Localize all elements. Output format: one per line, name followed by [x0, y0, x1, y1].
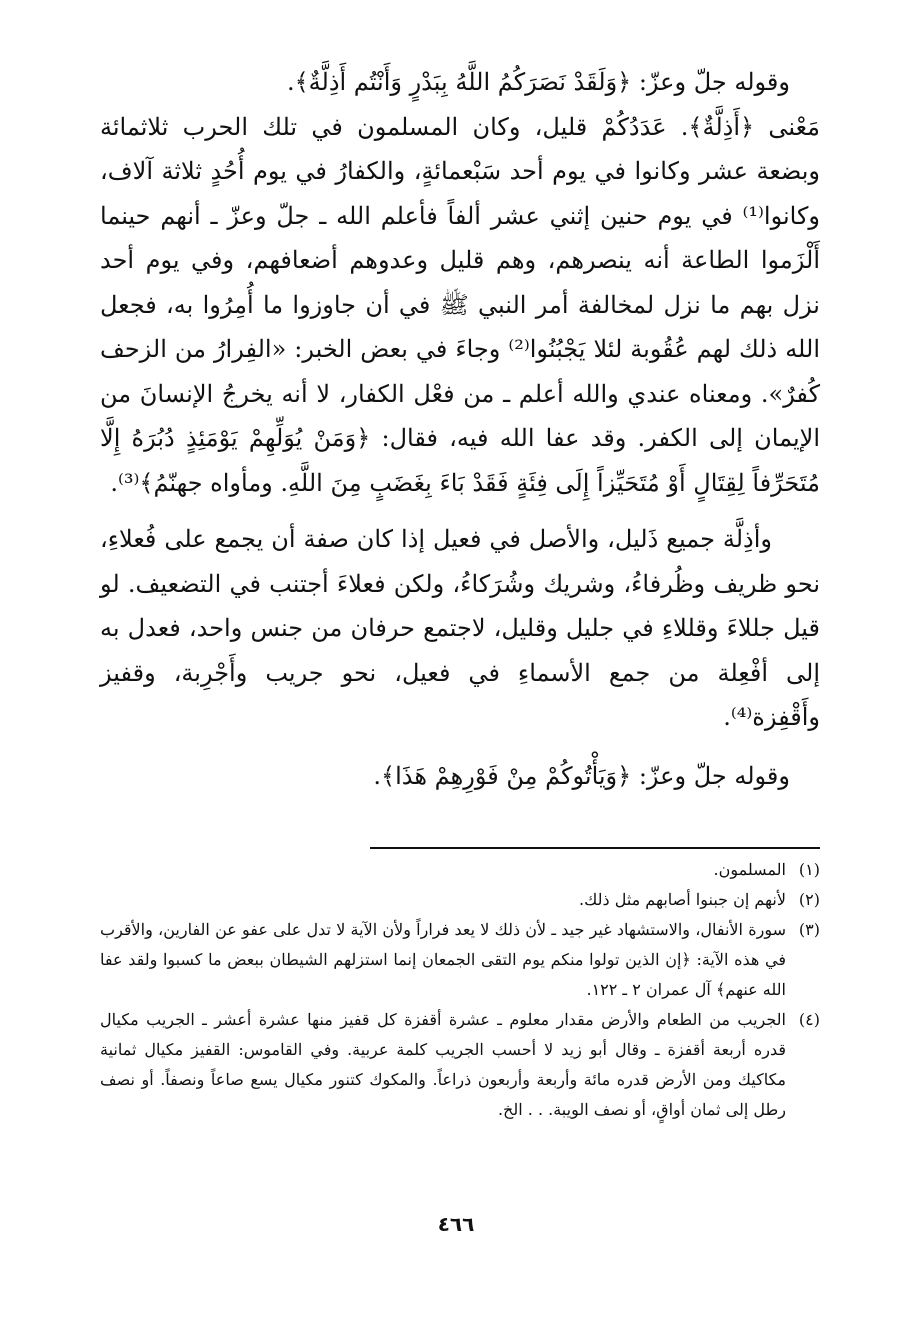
footnote-text: المسلمون.	[713, 860, 786, 879]
verse-paragraph-1: وقوله جلّ وعزّ: ﴿وَلَقَدْ نَصَرَكُمُ اللَّهُ بِبَدْرٍ وَأَنْتُم أَذِلَّةٌ﴾.	[286, 68, 790, 96]
footnote	[100, 915, 820, 1005]
main-text	[100, 60, 820, 798]
footnotes	[100, 855, 820, 1125]
footnote-number: (٤)	[798, 1010, 820, 1029]
footnote-text: سورة الأنفال، والاستشهاد غير جيد ـ لأن ذلك لا يعد فراراً ولأن الآية لا تدل على عفو عن الفارين، والأقرب في هذه الآية: ﴿إن الذين تولوا منكم يوم التقى الجمعان إنما استزلهم الشيطان ببعض ما كسبوا ولقد عفا الله عنهم﴾ آل عمران ٢ ـ ١٢٢.	[100, 920, 786, 999]
footnote-separator	[370, 847, 820, 849]
footnote-number: (٣)	[798, 920, 820, 939]
footnote-text: الجريب من الطعام والأرض مقدار معلوم ـ عشرة أقفزة كل قفيز منها عشرة أعشر ـ الجريب مكيال قدره أربعة أقفزة ـ وقال أبو زيد لا أحسب الجريب كلمة عربية. وفي القاموس: القفيز مكيال ثمانية مكاكيك ومن الأرض قدره مائة وأربعة وأربعون ذراعاً. والمكوك كتنور مكيال يسع صاعاً ونصفاً. أو نصف رطل إلى ثمان أواقٍ، أو نصف الويبة. . . الخ.	[100, 1010, 786, 1119]
commentary-paragraph-2: وأذِلَّة جميع ذَليل، والأصل في فعيل إذا كان صفة أن يجمع على فُعلاءِ، نحو ظريف وظُرفاءُ، وشريك وشُرَكاءُ، ولكن فعلاءَ أجتنب في التضعيف. لو قيل جللاءَ وقللاءِ في جليل وقليل، لاجتمع حرفان من جنس واحد، فعدل به إلى أفْعِلة من جمع الأسماءِ في فعيل، نحو جريب وأَجْرِبة، وقفيز وأَقْفِزة⁽⁴⁾.	[100, 525, 820, 731]
verse-paragraph-2: وقوله جلّ وعزّ: ﴿وَيَأْتُوكُمْ مِنْ فَوْرِهِمْ هَذَا﴾.	[373, 761, 790, 790]
footnote-text: لأنهم إن جبنوا أصابهم مثل ذلك.	[579, 890, 786, 909]
footnote	[100, 885, 820, 915]
footnote	[100, 855, 820, 885]
page-number: ٤٦٦	[437, 1212, 475, 1236]
footnote	[100, 1005, 820, 1125]
footnote-number: (١)	[798, 860, 820, 879]
footnote-number: (٢)	[798, 890, 820, 909]
commentary-paragraph-1: مَعْنى ﴿أَذِلَّةٌ﴾. عَدَدُكُمْ قليل، وكان المسلمون في تلك الحرب ثلاثمائة وبضعة عشر وكانوا في يوم أحد سَبْعمائةٍ، والكفارُ في يوم أُحُدٍ ثلاثة آلاف، وكانوا⁽¹⁾ في يوم حنين إثني عشر ألفاً فأعلم الله ـ جلّ وعزّ ـ أنهم حينما أَلْزَموا الطاعة أنه ينصرهم، وهم قليل وعدوهم أضعافهم، وفي يوم أحد نزل بهم ما نزل لمخالفة أمر النبي ﷺ في أن جاوزوا ما أُمِرُوا به، فجعل الله ذلك لهم عُقُوبة لئلا يَجْبُنُوا⁽²⁾ وجاءَ في بعض الخبر: «الفِرارُ من الزحف كُفرٌ». ومعناه عندي والله أعلم ـ من فعْل الكفار، لا أنه يخرجُ الإنسانَ من الإيمان إلى الكفر. وقد عفا الله فيه، فقال: ﴿وَمَنْ يُوَلِّهِمْ يَوْمَئِذٍ دُبُرَهُ إِلَّا مُتَحَرِّفاً لِقِتَالٍ أَوْ مُتَحَيِّزاً إِلَى فِئَةٍ فَقَدْ بَاءَ بِغَضَبٍ مِنَ اللَّهِ. ومأواه جهنّمُ﴾⁽³⁾.	[100, 112, 820, 497]
